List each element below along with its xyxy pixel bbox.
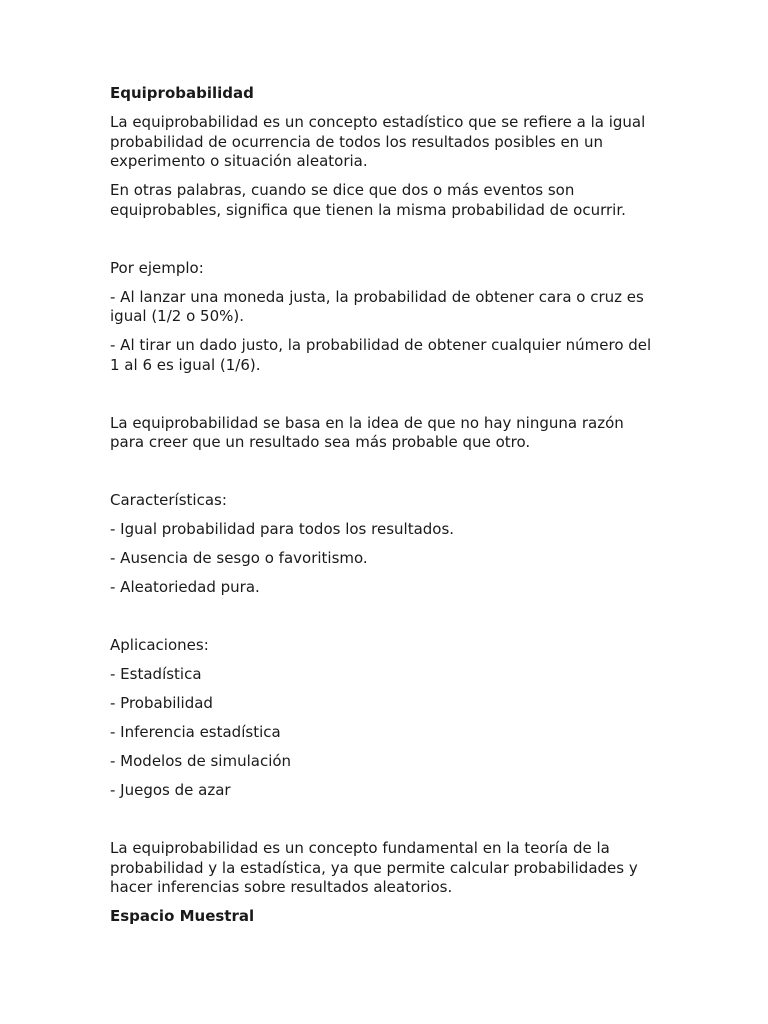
blank-line — [110, 230, 662, 259]
blank-line — [110, 810, 662, 839]
list-item: - Modelos de simulación — [110, 752, 292, 770]
paragraph-other-words: En otras palabras, cuando se dice que dos o más eventos son equiprobables, significa que tienen la misma probabilidad de ocurrir. — [110, 181, 626, 219]
list-item: - Igual probabilidad para todos los resultados. — [110, 520, 455, 538]
heading-espacio-muestral: Espacio Muestral — [110, 907, 255, 925]
paragraph-basis: La equiprobabilidad se basa en la idea de que no hay ninguna razón para creer que un resultado sea más probable que otro. — [110, 413, 624, 451]
list-item: - Ausencia de sesgo o favoritismo. — [110, 549, 368, 567]
example-coin: - Al lanzar una moneda justa, la probabilidad de obtener cara o cruz es igual (1/2 o 50%). — [110, 287, 644, 325]
paragraph-definition: La equiprobabilidad es un concepto estadístico que se refiere a la igual probabilidad de ocurrencia de todos los resultados posibles en un experimento o situación aleatoria. — [110, 113, 646, 170]
list-item: - Estadística — [110, 665, 202, 683]
example-die: - Al tirar un dado justo, la probabilidad de obtener cualquier número del 1 al 6 es igual (1/6). — [110, 336, 652, 374]
blank-line — [110, 607, 662, 636]
list-item: - Probabilidad — [110, 694, 213, 712]
blank-line — [110, 462, 662, 491]
blank-line — [110, 385, 662, 414]
example-intro: Por ejemplo: — [110, 258, 204, 277]
characteristics-title: Características: — [110, 491, 227, 509]
document-page — [110, 84, 662, 936]
paragraph-conclusion: La equiprobabilidad es un concepto fundamental en la teoría de la probabilidad y la estadística, ya que permite calcular probabilidades y hacer inferencias sobre resultados aleatorios. — [110, 839, 638, 896]
list-item: - Juegos de azar — [110, 781, 231, 799]
heading-equiprobabilidad: Equiprobabilidad — [110, 84, 254, 102]
list-item: - Aleatoriedad pura. — [110, 578, 260, 596]
list-item: - Inferencia estadística — [110, 723, 281, 741]
applications-title: Aplicaciones: — [110, 636, 209, 654]
